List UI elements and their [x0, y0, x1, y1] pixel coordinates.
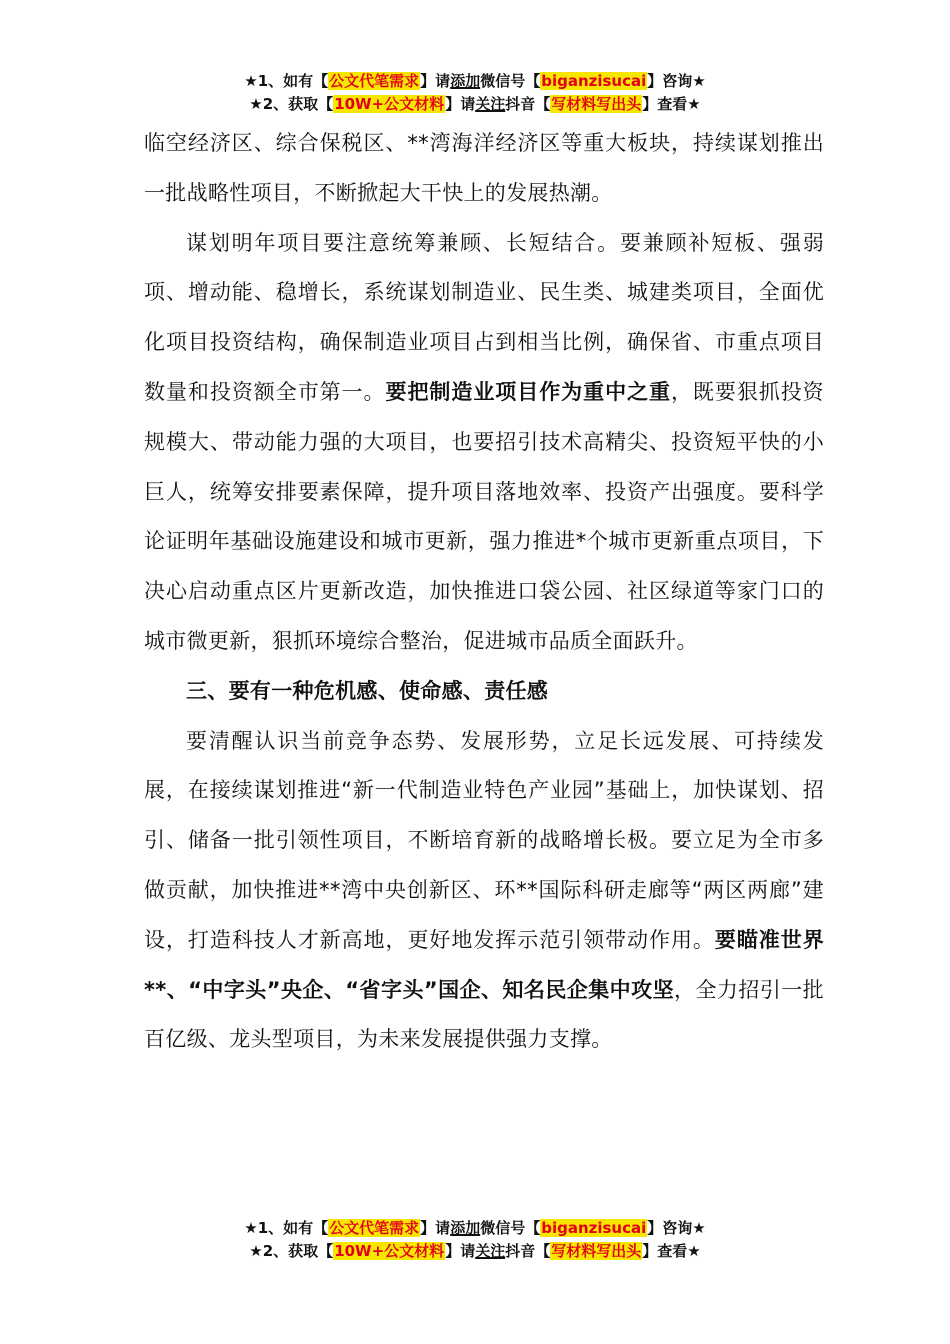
highlight-materials: 10W+公文材料 [334, 1242, 445, 1260]
footer-banner [0, 1217, 950, 1263]
bold-emphasis-manufacturing: 要把制造业项目作为重中之重 [385, 379, 671, 404]
banner-line-1: ★1、如有【公文代笔需求】请添加微信号【biganzisucai】咨询★ [244, 1219, 706, 1237]
paragraph-project-planning: 谋划明年项目要注意统筹兼顾、长短结合。要兼顾补短板、强弱项、增动能、稳增长，系统谋划制造业、民生类、城建类项目，全面优化项目投资结构，确保制造业项目占到相当比例，确保省、市重点项目数量和投资额全市第一。要把制造业项目作为重中之重，既要狠抓投资规模大、带动能力强的大项目，也要招引技术高精尖、投资短平快的小巨人，统筹安排要素保障，提升项目落地效率、投资产出强度。要科学论证明年基础设施建设和城市更新，强力推进*个城市更新重点项目，下决心启动重点区片更新改造，加快推进口袋公园、社区绿道等家门口的城市微更新，狠抓环境综合整治，促进城市品质全面跃升。 [144, 230, 824, 653]
banner-line-1: ★1、如有【公文代笔需求】请添加微信号【biganzisucai】咨询★ [244, 72, 706, 90]
bold-emphasis-targets: 要瞄准世界**、“中字头”央企、“省字头”国企、知名民企集中攻坚 [144, 927, 824, 1002]
section-heading-3: 三、要有一种危机感、使命感、责任感 [186, 678, 549, 703]
paragraph-continuation: 临空经济区、综合保税区、**湾海洋经济区等重大板块，持续谋划推出一批战略性项目，不断掀起大干快上的发展热潮。 [144, 131, 824, 205]
highlight-wechat-id: biganzisucai [541, 1219, 647, 1237]
document-body [144, 119, 824, 1065]
highlight-douyin-account: 写材料写出头 [551, 1242, 642, 1260]
highlight-materials: 10W+公文材料 [334, 95, 445, 113]
banner-line-2: ★2、获取【10W+公文材料】请关注抖音【写材料写出头】查看★ [249, 1242, 701, 1260]
highlight-wechat-id: biganzisucai [541, 72, 647, 90]
highlight-douyin-account: 写材料写出头 [551, 95, 642, 113]
banner-line-2: ★2、获取【10W+公文材料】请关注抖音【写材料写出头】查看★ [249, 95, 701, 113]
highlight-writing-service: 公文代笔需求 [329, 1219, 420, 1237]
highlight-writing-service: 公文代笔需求 [329, 72, 420, 90]
paragraph-crisis-awareness: 要清醒认识当前竞争态势、发展形势，立足长远发展、可持续发展，在接续谋划推进“新一代制造业特色产业园”基础上，加快谋划、招引、储备一批引领性项目，不断培育新的战略增长极。要立足为全市多做贡献，加快推进**湾中央创新区、环**国际科研走廊等“两区两廊”建设，打造科技人才新高地，更好地发挥示范引领带动作用。要瞄准世界**、“中字头”央企、“省字头”国企、知名民企集中攻坚，全力招引一批百亿级、龙头型项目，为未来发展提供强力支撑。 [144, 728, 824, 1052]
header-banner [0, 70, 950, 116]
